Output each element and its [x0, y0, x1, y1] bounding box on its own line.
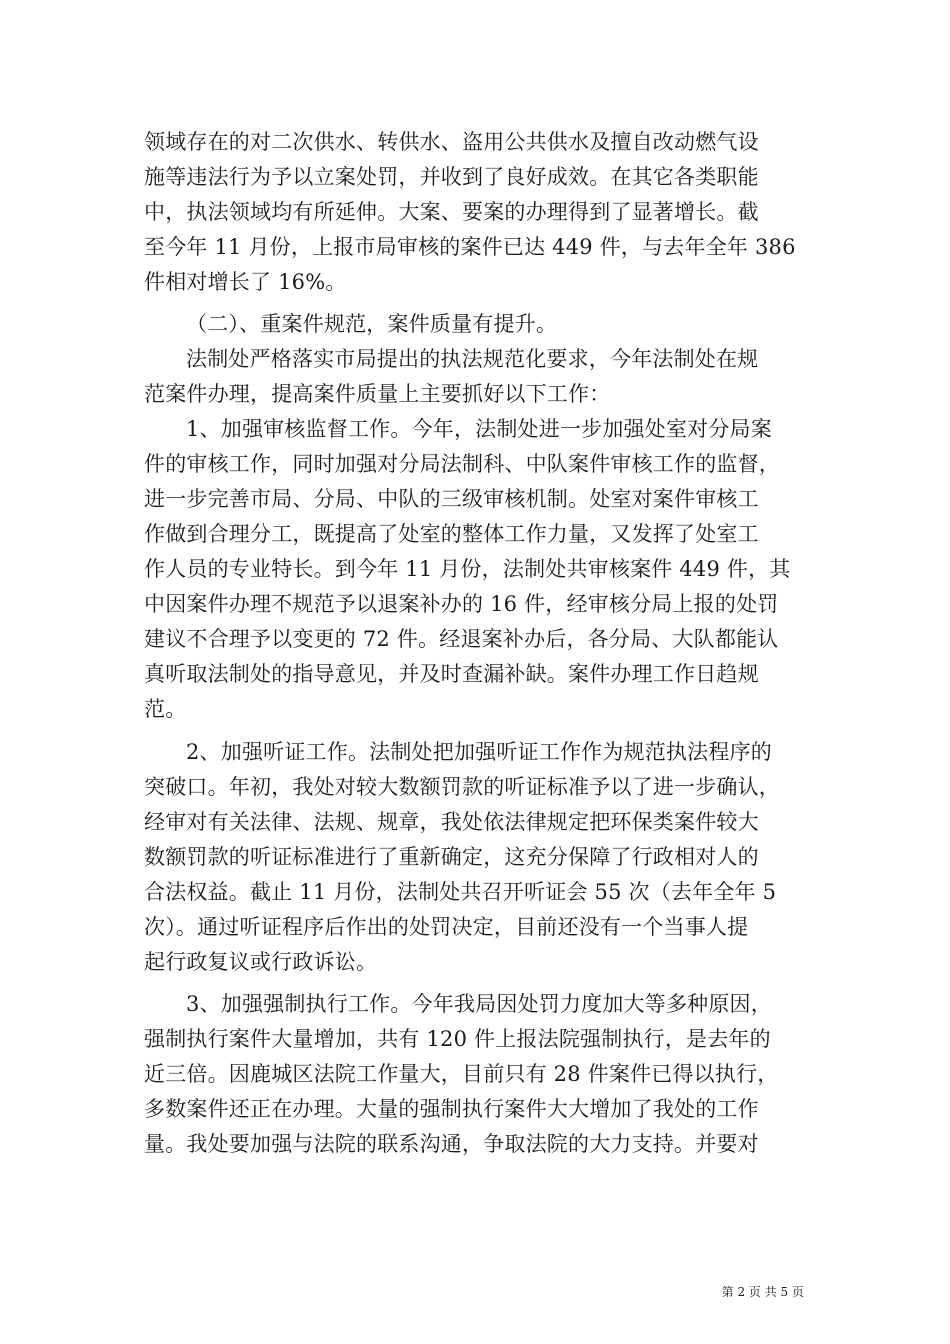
text-line: 施等违法行为予以立案处罚，并收到了良好成效。在其它各类职能 [144, 165, 759, 189]
text-line: 作做到合理分工，既提高了处室的整体工作力量，又发挥了处室工 [144, 522, 759, 546]
text-line: 近三倍。因鹿城区法院工作量大，目前只有 28 件案件已得以执行， [144, 1062, 779, 1086]
text-line: 真听取法制处的指导意见，并及时查漏补缺。案件办理工作日趋规 [144, 662, 759, 686]
text-line: 件相对增长了 16%。 [144, 270, 347, 294]
page-number-footer: 第 2 页 共 5 页 [721, 1285, 804, 1299]
text-line: 范。 [144, 697, 187, 721]
text-line: 突破口。年初，我处对较大数额罚款的听证标准予以了进一步确认， [144, 775, 780, 799]
text-line: 至今年 11 月份，上报市局审核的案件已达 449 件，与去年全年 386 [144, 235, 796, 259]
text-line: 件的审核工作，同时加强对分局法制科、中队案件审核工作的监督， [144, 452, 780, 476]
text-line: 范案件办理，提高案件质量上主要抓好以下工作： [144, 382, 611, 406]
text-line: 起行政复议或行政诉讼。 [144, 950, 378, 974]
text-line: 强制执行案件大量增加，共有 120 件上报法院强制执行，是去年的 [144, 1027, 771, 1051]
text-line: 作人员的专业特长。到今年 11 月份，法制处共审核案件 449 件，其 [144, 557, 791, 581]
paragraph-start: 法制处严格落实市局提出的执法规范化要求，今年法制处在规 [186, 347, 759, 371]
text-line: 中，执法领域均有所延伸。大案、要案的办理得到了显著增长。截 [144, 200, 759, 224]
text-line: 多数案件还正在办理。大量的强制执行案件大大增加了我处的工作 [144, 1097, 759, 1121]
section-heading: （二）、重案件规范，案件质量有提升。 [186, 312, 558, 336]
text-line: 量。我处要加强与法院的联系沟通，争取法院的大力支持。并要对 [144, 1132, 759, 1156]
text-line: 经审对有关法律、法规、规章，我处依法律规定把环保类案件较大 [144, 810, 759, 834]
text-line: 建议不合理予以变更的 72 件。经退案补办后，各分局、大队都能认 [144, 627, 779, 651]
text-line: 进一步完善市局、分局、中队的三级审核机制。处室对案件审核工 [144, 487, 759, 511]
text-line: 领域存在的对二次供水、转供水、盗用公共供水及擅自改动燃气设 [144, 130, 759, 154]
paragraph-start: 3、加强强制执行工作。今年我局因处罚力度加大等多种原因， [186, 992, 772, 1016]
text-line: 次）。通过听证程序后作出的处罚决定，目前还没有一个当事人提 [144, 915, 749, 939]
text-line: 合法权益。截止 11 月份，法制处共召开听证会 55 次（去年全年 5 [144, 880, 777, 904]
paragraph-start: 2、加强听证工作。法制处把加强听证工作作为规范执法程序的 [186, 740, 772, 764]
paragraph-start: 1、加强审核监督工作。今年，法制处进一步加强处室对分局案 [186, 417, 772, 441]
text-line: 中因案件办理不规范予以退案补办的 16 件，经审核分局上报的处罚 [144, 592, 779, 616]
text-line: 数额罚款的听证标准进行了重新确定，这充分保障了行政相对人的 [144, 845, 759, 869]
